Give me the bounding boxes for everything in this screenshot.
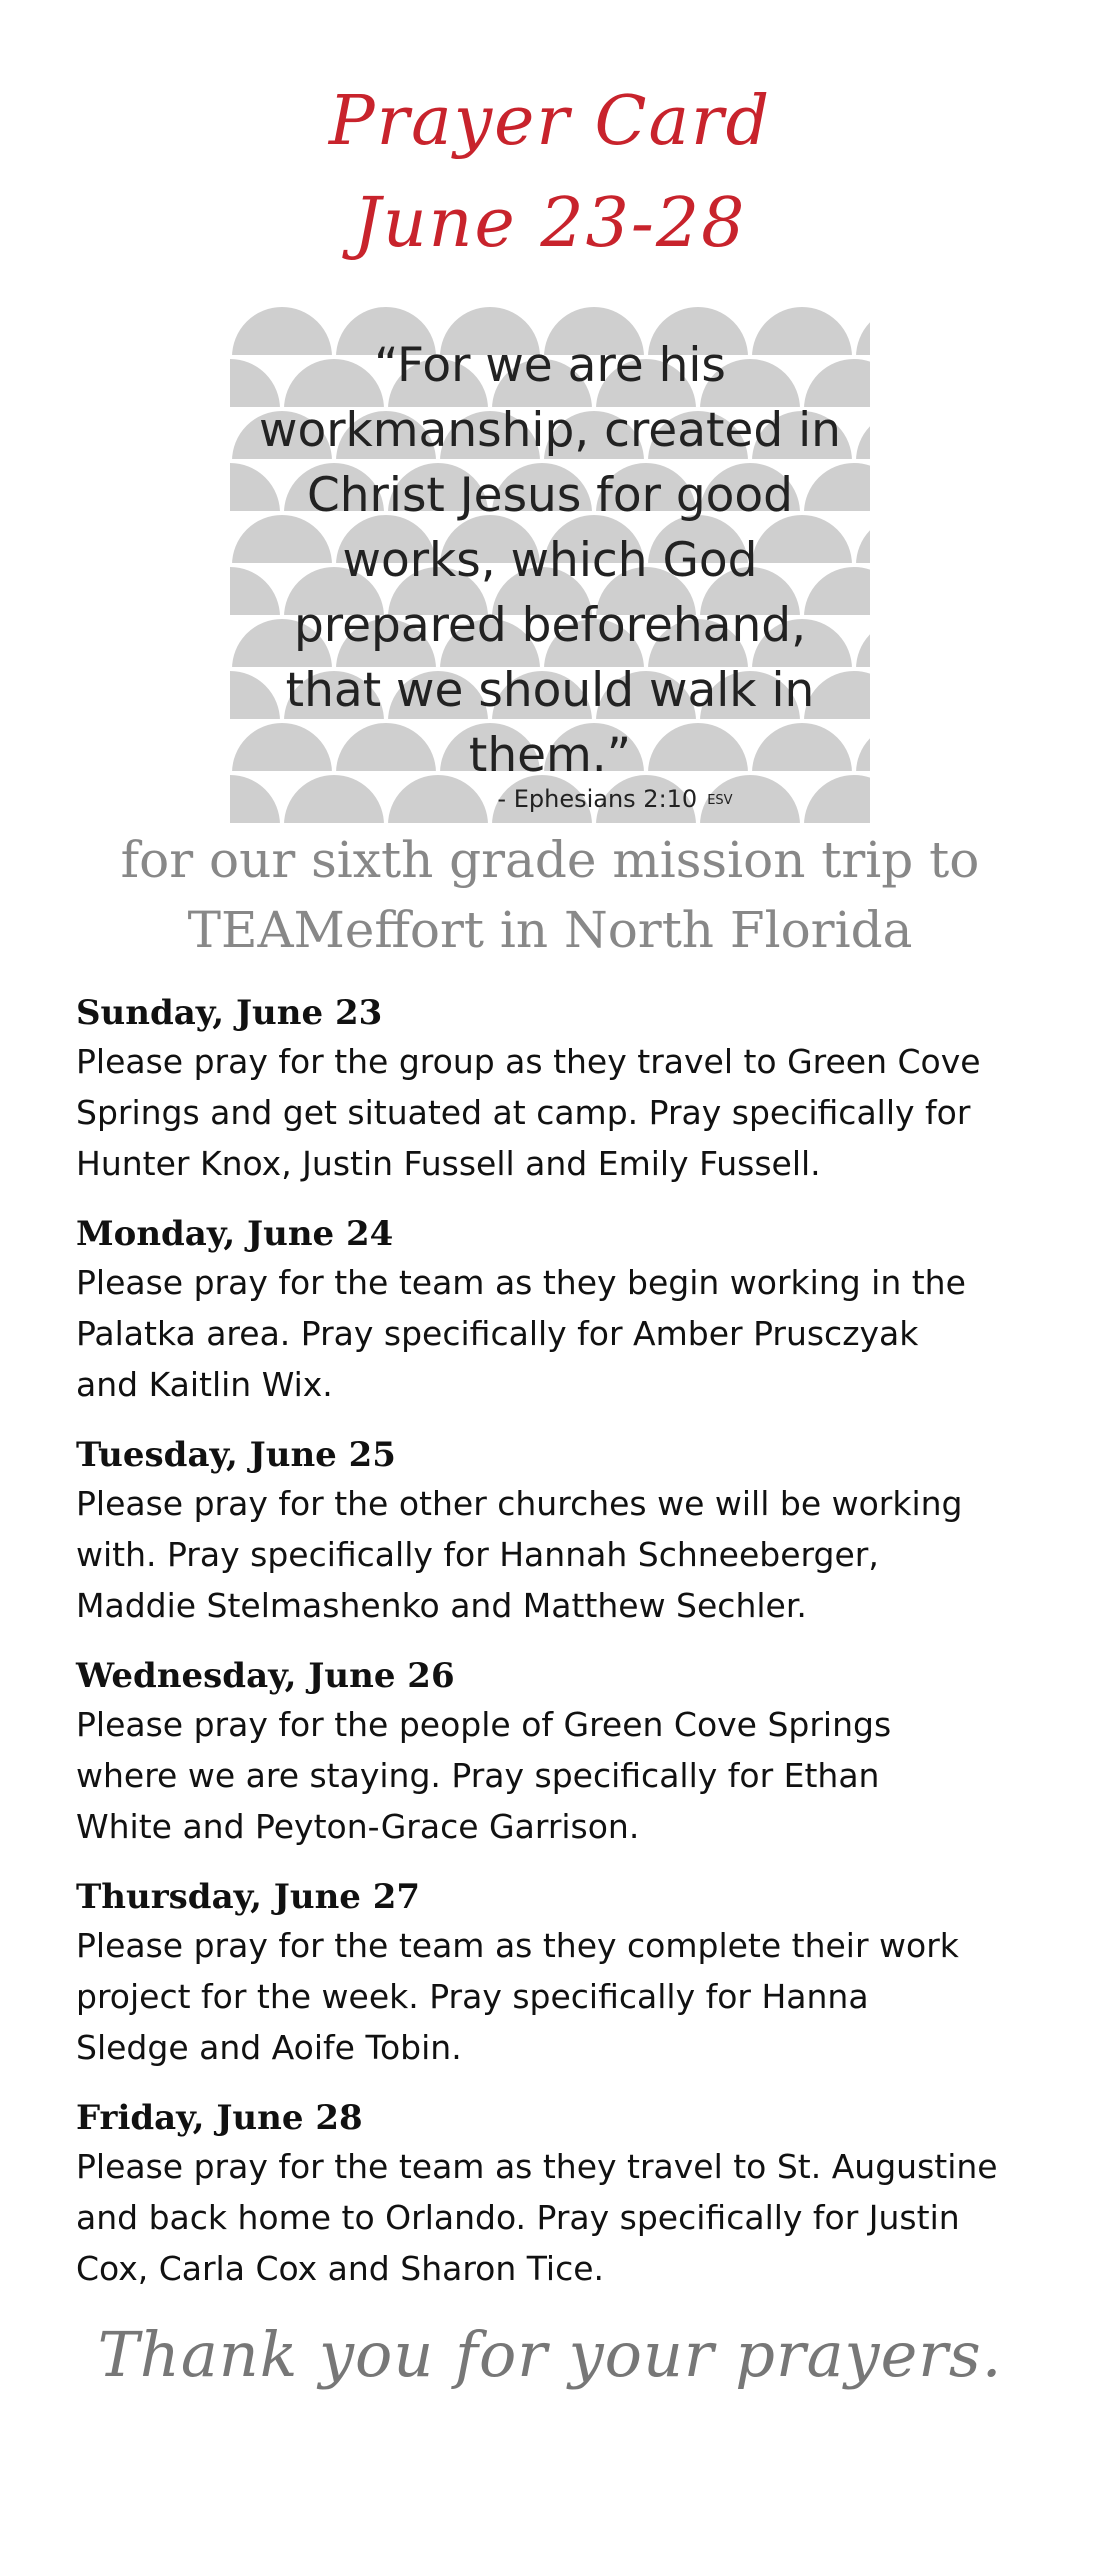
day-entry [76, 990, 1036, 1189]
day-text-line: where we are staying. Pray specifically for Ethan [76, 1756, 880, 1795]
trip-destination: TEAMeffort in North Florida [187, 901, 913, 959]
day-entry [76, 1211, 1036, 1410]
day-heading: Friday, June 28 [76, 2098, 363, 2138]
day-text-line: Springs and get situated at camp. Pray specifically for [76, 1093, 971, 1132]
verse-line: workmanship, created in [259, 403, 841, 458]
day-text [76, 1257, 1036, 1410]
day-text-line: Please pray for the team as they begin working in the [76, 1263, 966, 1302]
trip-description: for our sixth grade mission trip to [120, 831, 980, 889]
verse-line: Christ Jesus for good [306, 468, 794, 523]
day-text-line: Please pray for the people of Green Cove Springs [76, 1705, 892, 1744]
day-text-line: Please pray for the other churches we will be working [76, 1484, 963, 1523]
day-entry [76, 2095, 1036, 2294]
day-text-line: and back home to Orlando. Pray specifically for Justin [76, 2198, 960, 2237]
day-text [76, 1920, 1036, 2073]
day-text [76, 1036, 1036, 1189]
day-heading: Wednesday, June 26 [76, 1656, 455, 1696]
verse-quote [230, 333, 870, 788]
verse-line: “For we are his [374, 338, 726, 393]
verse-line: works, which God [342, 533, 758, 588]
verse-reference [230, 785, 870, 813]
day-text-line: Palatka area. Pray specifically for Amber Prusczyak [76, 1314, 919, 1353]
day-text-line: Please pray for the team as they complete their work [76, 1926, 959, 1965]
day-heading: Tuesday, June 25 [76, 1435, 396, 1475]
day-entry [76, 1874, 1036, 2073]
card-dates: June 23-28 [353, 184, 747, 263]
verse-line: them.” [468, 728, 632, 783]
verse-version: ESV [707, 792, 733, 808]
day-text-line: Please pray for the group as they travel to Green Cove [76, 1042, 981, 1081]
day-text-line: with. Pray specifically for Hannah Schneeberger, [76, 1535, 879, 1574]
verse-line: that we should walk in [285, 663, 815, 718]
day-text-line: Cox, Carla Cox and Sharon Tice. [76, 2249, 605, 2288]
verse-reference-text: - Ephesians 2:10 [497, 785, 698, 813]
day-heading: Thursday, June 27 [76, 1877, 421, 1917]
day-entry [76, 1653, 1036, 1852]
day-text [76, 1478, 1036, 1631]
verse-panel [230, 305, 870, 825]
day-text-line: Hunter Knox, Justin Fussell and Emily Fussell. [76, 1144, 821, 1183]
card-title: Prayer Card [328, 82, 772, 161]
thank-you-note: Thank you for your prayers. [97, 2318, 1003, 2391]
day-text-line: and Kaitlin Wix. [76, 1365, 333, 1404]
daily-prayer-list [76, 990, 1036, 2316]
verse-line: prepared beforehand, [293, 598, 807, 653]
day-text [76, 1699, 1036, 1852]
day-text-line: Sledge and Aoife Tobin. [76, 2028, 462, 2067]
day-text-line: Maddie Stelmashenko and Matthew Sechler. [76, 1586, 807, 1625]
day-text-line: project for the week. Pray specifically for Hanna [76, 1977, 869, 2016]
day-heading: Monday, June 24 [76, 1214, 394, 1254]
day-text-line: White and Peyton-Grace Garrison. [76, 1807, 640, 1846]
day-text-line: Please pray for the team as they travel to St. Augustine [76, 2147, 998, 2186]
day-entry [76, 1432, 1036, 1631]
day-text [76, 2141, 1036, 2294]
day-heading: Sunday, June 23 [76, 993, 383, 1033]
